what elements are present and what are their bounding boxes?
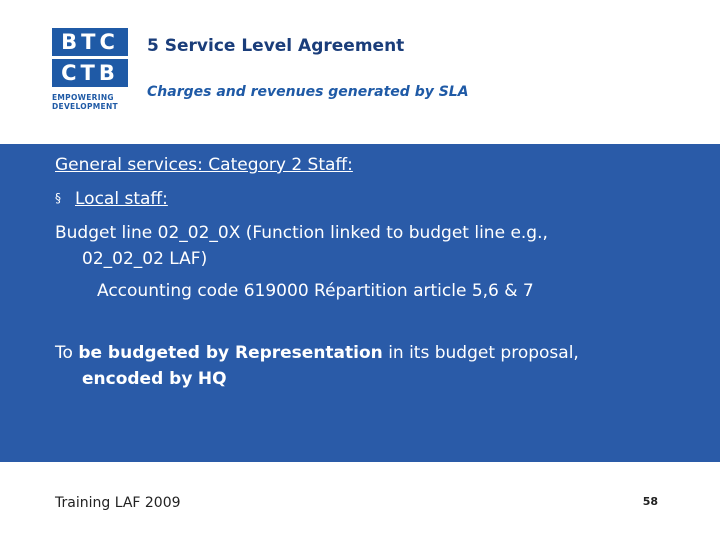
footer-label: Training LAF 2009 <box>55 495 181 511</box>
general-services-heading: General services: Category 2 Staff: <box>55 155 353 175</box>
budget-line-text: Budget line 02_02_0X (Function linked to budget line e.g., 02_02_02 LAF) <box>55 223 548 269</box>
local-staff-item <box>55 186 168 213</box>
slide-title: 5 Service Level Agreement <box>147 36 405 56</box>
content-panel <box>0 144 720 462</box>
accounting-code-text: Accounting code 619000 Répartition article 5,6 & 7 <box>97 281 534 301</box>
local-staff-label: Local staff: <box>75 189 168 209</box>
logo-tagline: EMPOWERING DEVELOPMENT <box>52 93 118 111</box>
budgeted-by-text: To be budgeted by Representation in its budget proposal, encoded by HQ <box>55 343 579 389</box>
page-number: 58 <box>642 495 658 508</box>
slide-subtitle: Charges and revenues generated by SLA <box>147 84 469 100</box>
logo-ctb: CTB <box>52 59 128 87</box>
btc-ctb-logo <box>52 28 128 111</box>
logo-btc: BTC <box>52 28 128 56</box>
bullet-icon: § <box>55 191 61 205</box>
